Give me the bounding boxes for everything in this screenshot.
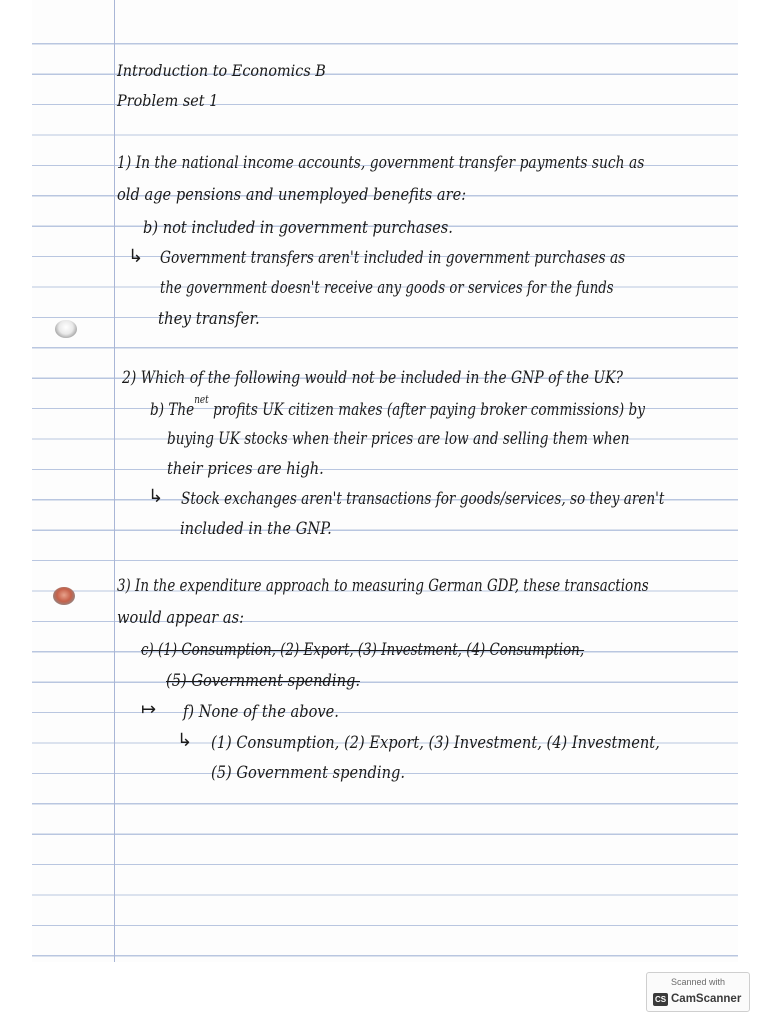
q1-note-2: the government doesn't receive any goods or services for the funds (160, 278, 614, 298)
q3-line-2: would appear as: (117, 608, 244, 628)
q2-note-1: Stock exchanges aren't transactions for goods/services, so they aren't (181, 489, 665, 509)
q1-line-1: 1) In the national income accounts, government transfer payments such as (117, 153, 645, 173)
q2-answer-line-1 (150, 393, 645, 420)
camscanner-badge (646, 972, 750, 1012)
q3-struck-line-1: c) (1) Consumption, (2) Export, (3) Investment, (4) Consumption, (141, 640, 585, 660)
q2-caret-insert: net (194, 393, 209, 406)
page-subtitle: Problem set 1 (117, 91, 219, 110)
arrow-icon: ↦ (141, 699, 157, 720)
q3-note-1: (1) Consumption, (2) Export, (3) Investment, (4) Investment, (211, 733, 660, 753)
q2-line-1: 2) Which of the following would not be included in the GNP of the UK? (122, 368, 624, 388)
margin-line (114, 0, 115, 962)
q1-line-2: old age pensions and unemployed benefits are: (117, 185, 467, 205)
punch-hole-icon (55, 320, 77, 338)
q3-note-2: (5) Government spending. (211, 763, 405, 783)
q3-line-1: 3) In the expenditure approach to measuring German GDP, these transactions (117, 576, 649, 596)
q2-answer-line-2: buying UK stocks when their prices are low and selling them when (167, 429, 630, 449)
q2-answer-prefix: b) The (150, 400, 195, 420)
arrow-icon: ↳ (177, 730, 193, 751)
q3-answer: f) None of the above. (183, 702, 339, 722)
scanner-caption: Scanned with (670, 977, 726, 987)
q3-struck-line-2: (5) Government spending. (166, 671, 360, 691)
camscanner-logo-icon: CS (654, 995, 667, 1004)
q1-note-3: they transfer. (158, 309, 260, 329)
arrow-icon: ↳ (128, 246, 144, 267)
q2-answer-line-3: their prices are high. (167, 459, 324, 479)
q2-answer-rest: profits UK citizen makes (after paying broker commissions) by (212, 400, 645, 420)
scanner-brand: CamScanner (671, 993, 742, 1005)
q2-note-2: included in the GNP. (180, 519, 332, 539)
lined-paper (32, 0, 738, 962)
arrow-icon: ↳ (148, 486, 164, 507)
page-title: Introduction to Economics B (117, 61, 326, 80)
q1-note-1: Government transfers aren't included in government purchases as (160, 248, 626, 268)
q1-answer: b) not included in government purchases. (143, 218, 453, 238)
punch-hole-icon (53, 587, 75, 605)
